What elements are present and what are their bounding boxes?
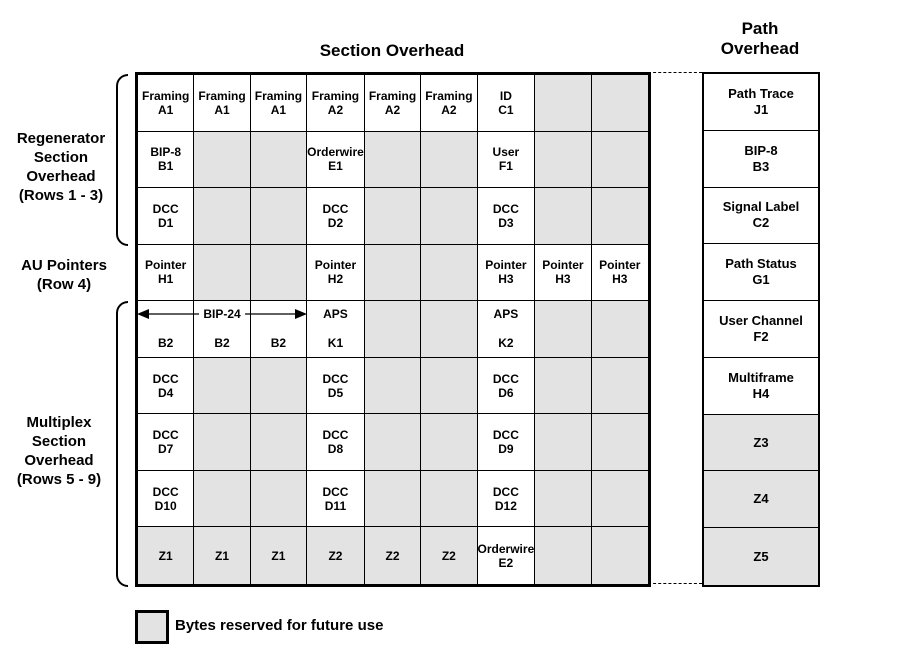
- section-byte-r9-c7: Orderwire E2: [478, 527, 536, 584]
- section-byte-r9-c9: [592, 527, 648, 584]
- section-byte-r6-c3: [251, 358, 307, 415]
- section-byte-r5-c5: [365, 301, 421, 358]
- section-byte-r1-c7: ID C1: [478, 75, 536, 132]
- path-byte-r5: User Channel F2: [704, 301, 818, 358]
- section-byte-r2-c9: [592, 132, 648, 189]
- section-byte-r8-c3: [251, 471, 307, 528]
- section-byte-r9-c8: [535, 527, 591, 584]
- path-byte-r6: Multiframe H4: [704, 358, 818, 415]
- section-byte-r7-c1: DCC D7: [138, 414, 194, 471]
- section-byte-r1-c6: Framing A2: [421, 75, 477, 132]
- section-byte-r3-c2: [194, 188, 250, 245]
- section-byte-r9-c2: Z1: [194, 527, 250, 584]
- section-byte-r9-c1: Z1: [138, 527, 194, 584]
- section-byte-r9-c6: Z2: [421, 527, 477, 584]
- section-byte-r1-c5: Framing A2: [365, 75, 421, 132]
- section-byte-r5-c7: [478, 301, 536, 358]
- section-byte-r6-c9: [592, 358, 648, 415]
- section-overhead-title: Section Overhead: [319, 41, 465, 60]
- section-byte-r3-c4: DCC D2: [307, 188, 365, 245]
- section-byte-r5-c1: B2: [138, 301, 194, 358]
- multiplex-brace: [116, 301, 128, 587]
- section-byte-r6-c7: DCC D6: [478, 358, 536, 415]
- section-byte-r3-c1: DCC D1: [138, 188, 194, 245]
- section-byte-r3-c5: [365, 188, 421, 245]
- section-byte-r2-c7: User F1: [478, 132, 536, 189]
- bip24-span: [137, 306, 307, 324]
- section-byte-r9-c3: Z1: [251, 527, 307, 584]
- section-byte-r6-c8: [535, 358, 591, 415]
- section-byte-r4-c1: Pointer H1: [138, 245, 194, 302]
- byte-label-top: APS: [323, 307, 348, 322]
- section-byte-r1-c4: Framing A2: [307, 75, 365, 132]
- path-byte-r4: Path Status G1: [704, 244, 818, 301]
- byte-label-bottom: K1: [327, 335, 344, 350]
- section-byte-r1-c3: Framing A1: [251, 75, 307, 132]
- path-byte-r7: Z3: [704, 415, 818, 472]
- path-byte-r2: BIP-8 B3: [704, 131, 818, 188]
- section-byte-r8-c8: [535, 471, 591, 528]
- section-overhead-grid: [135, 72, 651, 587]
- connector-dash-bottom: [648, 583, 702, 584]
- section-byte-r3-c3: [251, 188, 307, 245]
- section-byte-r4-c9: Pointer H3: [592, 245, 648, 302]
- section-byte-r3-c9: [592, 188, 648, 245]
- path-byte-r8: Z4: [704, 471, 818, 528]
- byte-label-top: APS: [493, 307, 519, 322]
- section-byte-r7-c9: [592, 414, 648, 471]
- section-byte-r7-c4: DCC D8: [307, 414, 365, 471]
- path-overhead-grid: [702, 72, 820, 587]
- section-byte-r8-c1: DCC D10: [138, 471, 194, 528]
- section-byte-r2-c1: BIP-8 B1: [138, 132, 194, 189]
- section-byte-r1-c2: Framing A1: [194, 75, 250, 132]
- section-byte-r4-c6: [421, 245, 477, 302]
- section-byte-r5-c6: [421, 301, 477, 358]
- path-byte-r9: Z5: [704, 528, 818, 585]
- section-byte-r1-c8: [535, 75, 591, 132]
- section-byte-r6-c2: [194, 358, 250, 415]
- section-byte-r4-c4: Pointer H2: [307, 245, 365, 302]
- section-byte-r5-c8: [535, 301, 591, 358]
- section-byte-r1-c9: [592, 75, 648, 132]
- section-byte-r7-c7: DCC D9: [478, 414, 536, 471]
- section-byte-r4-c3: [251, 245, 307, 302]
- byte-label-bottom: K2: [498, 335, 514, 350]
- au-pointers-label: AU Pointers (Row 4): [21, 257, 107, 293]
- section-byte-r5-c9: [592, 301, 648, 358]
- section-byte-r8-c7: DCC D12: [478, 471, 536, 528]
- section-byte-r2-c2: [194, 132, 250, 189]
- section-byte-r6-c4: DCC D5: [307, 358, 365, 415]
- section-byte-r3-c7: DCC D3: [478, 188, 536, 245]
- section-byte-r4-c2: [194, 245, 250, 302]
- legend-text: Bytes reserved for future use: [175, 617, 384, 634]
- section-byte-r7-c6: [421, 414, 477, 471]
- section-byte-r2-c6: [421, 132, 477, 189]
- section-byte-r3-c8: [535, 188, 591, 245]
- section-byte-r9-c4: Z2: [307, 527, 365, 584]
- regenerator-brace: [116, 74, 128, 246]
- regenerator-section-label: Regenerator Section Overhead (Rows 1 - 3): [16, 130, 106, 204]
- section-byte-r2-c5: [365, 132, 421, 189]
- section-byte-r6-c5: [365, 358, 421, 415]
- section-byte-r8-c5: [365, 471, 421, 528]
- section-byte-r8-c6: [421, 471, 477, 528]
- section-byte-r2-c4: Orderwire E1: [307, 132, 365, 189]
- section-byte-r6-c1: DCC D4: [138, 358, 194, 415]
- section-byte-r8-c4: DCC D11: [307, 471, 365, 528]
- section-byte-r4-c8: Pointer H3: [535, 245, 591, 302]
- path-overhead-title: Path Overhead: [720, 19, 800, 58]
- section-byte-r6-c6: [421, 358, 477, 415]
- section-byte-r3-c6: [421, 188, 477, 245]
- path-byte-r3: Signal Label C2: [704, 188, 818, 245]
- section-byte-r5-c3: B2: [251, 301, 307, 358]
- section-byte-r5-c2: B2: [194, 301, 250, 358]
- legend-swatch: [135, 610, 169, 644]
- section-byte-r7-c3: [251, 414, 307, 471]
- bip24-label: BIP-24: [137, 307, 307, 321]
- section-byte-r1-c1: Framing A1: [138, 75, 194, 132]
- section-byte-r7-c5: [365, 414, 421, 471]
- section-byte-r9-c5: Z2: [365, 527, 421, 584]
- multiplex-section-label: Multiplex Section Overhead (Rows 5 - 9): [16, 414, 102, 488]
- section-byte-r2-c3: [251, 132, 307, 189]
- section-byte-r4-c5: [365, 245, 421, 302]
- connector-dash-top: [648, 72, 702, 73]
- section-byte-r8-c2: [194, 471, 250, 528]
- path-byte-r1: Path Trace J1: [704, 74, 818, 131]
- section-byte-r2-c8: [535, 132, 591, 189]
- section-byte-r7-c8: [535, 414, 591, 471]
- section-byte-r7-c2: [194, 414, 250, 471]
- section-byte-r5-c4: [307, 301, 365, 358]
- section-byte-r8-c9: [592, 471, 648, 528]
- section-byte-r4-c7: Pointer H3: [478, 245, 536, 302]
